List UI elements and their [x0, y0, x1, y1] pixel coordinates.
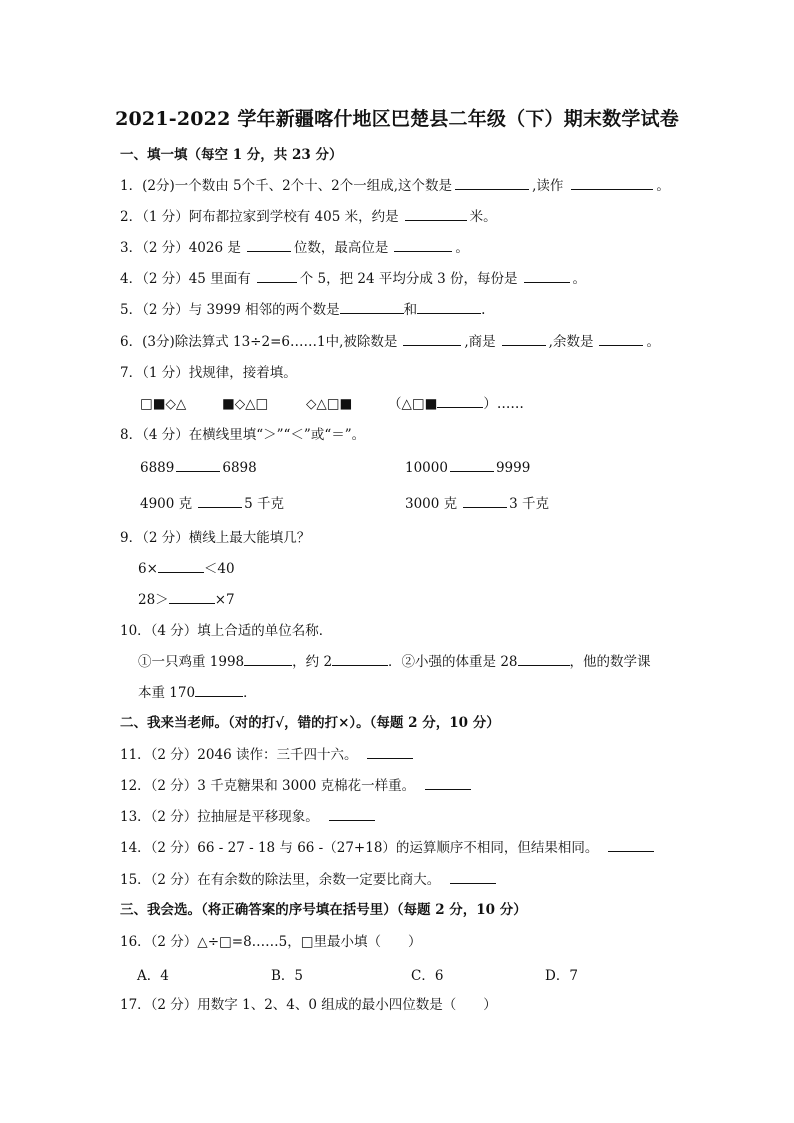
q5-blank-1[interactable] [340, 301, 404, 314]
q9-item-2-right: ×7 [214, 592, 235, 608]
q10-line-2 [138, 684, 257, 702]
page-title: 2021-2022 学年新疆喀什地区巴楚县二年级（下）期末数学试卷 [115, 108, 679, 130]
q9-blank-1[interactable] [158, 560, 204, 573]
q2-text-b: 米。 [469, 209, 497, 225]
q12-text: 12．（2 分）3 千克糖果和 3000 克棉花一样重。 [120, 778, 416, 794]
question-7: 7．（1 分）找规律，接着填。 [120, 365, 297, 381]
section-2-heading: 二、我来当老师。（对的打√，错的打×）。（每题 2 分，10 分） [120, 715, 500, 731]
section-1-heading: 一、填一填（每空 1 分，共 23 分） [120, 147, 343, 163]
q4-blank-2[interactable] [524, 270, 570, 283]
question-17: 17．（2 分）用数字 1、2、4、0 组成的最小四位数是（ ） [120, 997, 497, 1013]
q4-text-c: 。 [572, 271, 587, 287]
q6-blank-1[interactable] [403, 333, 461, 346]
q1-blank-1[interactable] [455, 177, 529, 190]
question-4 [120, 270, 586, 288]
q9-item-2 [138, 591, 235, 609]
q8-item-3-right: 5 千克 [244, 496, 285, 512]
q11-text: 11．（2 分）2046 读作：三千四十六。 [120, 747, 358, 763]
q8-item-2-right: 9999 [495, 460, 531, 476]
q2-blank-1[interactable] [405, 208, 467, 221]
q1-blank-2[interactable] [571, 177, 653, 190]
q4-blank-1[interactable] [257, 270, 297, 283]
q7-answer [388, 395, 524, 413]
question-15 [120, 871, 499, 889]
section-3-heading: 三、我会选。（将正确答案的序号填在括号里）（每题 2 分，10 分） [120, 902, 527, 918]
q8-item-3 [140, 495, 284, 513]
q10-blank-2[interactable] [332, 653, 388, 666]
q12-blank[interactable] [425, 777, 471, 790]
question-1 [120, 177, 670, 195]
q8-item-1 [140, 459, 257, 477]
question-5 [120, 301, 485, 319]
q6-blank-3[interactable] [599, 333, 643, 346]
q7-group-2: ■◇△□ [222, 396, 269, 412]
q15-blank[interactable] [450, 871, 496, 884]
q10-text-c: ．②小强的体重是 28 [388, 654, 518, 670]
q3-text-b: 位数，最高位是 [293, 240, 389, 256]
q1-text-a: 1．(2分)一个数由 5个千、2个十、2个一组成,这个数是 [120, 178, 453, 194]
q8-item-2 [405, 459, 530, 477]
q10-text-b: ，约 2 [292, 654, 333, 670]
q8-item-4-left: 3000 克 [405, 496, 458, 512]
q16-option-b[interactable]: B．5 [271, 968, 304, 984]
question-16: 16．（2 分）△÷□=8……5，□里最小填（ ） [120, 934, 422, 950]
q6-text-a: 6．(3分)除法算式 13÷2=6……1中,被除数是 [120, 334, 398, 350]
q6-text-d: 。 [646, 334, 660, 350]
question-9: 9．（2 分）横线上最大能填几？ [120, 530, 311, 546]
q16-option-c[interactable]: C．6 [411, 968, 444, 984]
q8-item-1-left: 6889 [140, 460, 175, 476]
q8-blank-4[interactable] [463, 495, 507, 508]
q11-blank[interactable] [367, 746, 413, 759]
q3-blank-1[interactable] [247, 239, 291, 252]
q8-item-4 [405, 495, 549, 513]
question-10: 10．（4 分）填上合适的单位名称． [120, 623, 333, 639]
q10-text-e: 本重 170 [138, 685, 196, 701]
q15-text: 15．（2 分）在有余数的除法里，余数一定要比商大。 [120, 872, 441, 888]
q8-item-3-left: 4900 克 [140, 496, 193, 512]
q13-text: 13．（2 分）拉抽屉是平移现象。 [120, 809, 319, 825]
q10-text-f: ． [243, 685, 257, 701]
q4-text-b: 个 5，把 24 平均分成 3 份，每份是 [299, 271, 518, 287]
question-2 [120, 208, 497, 226]
q8-item-2-left: 10000 [405, 460, 448, 476]
q7-group-1: □■◇△ [140, 396, 187, 412]
q3-blank-2[interactable] [394, 239, 452, 252]
q14-blank[interactable] [608, 839, 654, 852]
question-8: 8．（4 分）在横线里填“＞”“＜”或“＝”。 [120, 427, 366, 443]
q13-blank[interactable] [329, 808, 375, 821]
q9-blank-2[interactable] [169, 591, 215, 604]
q7-blank[interactable] [437, 395, 483, 408]
q5-blank-2[interactable] [417, 301, 481, 314]
q6-text-b: ,商是 [464, 334, 496, 350]
q7-answer-prefix: （△□■ [388, 396, 438, 412]
q10-line-1 [138, 653, 651, 671]
q8-item-4-right: 3 千克 [509, 496, 550, 512]
q16-option-a[interactable]: A．4 [137, 968, 169, 984]
q8-item-1-right: 6898 [222, 460, 257, 476]
question-11 [120, 746, 416, 764]
question-12 [120, 777, 474, 795]
q9-item-1-left: 6× [138, 561, 158, 577]
q1-text-b: ,读作 [532, 178, 564, 194]
q10-blank-4[interactable] [195, 684, 243, 697]
q8-blank-1[interactable] [176, 459, 220, 472]
q10-blank-3[interactable] [518, 653, 570, 666]
q1-text-c: 。 [656, 178, 670, 194]
q3-text-a: 3．（2 分）4026 是 [120, 240, 241, 256]
q9-item-1 [138, 560, 235, 578]
q4-text-a: 4．（2 分）45 里面有 [120, 271, 251, 287]
question-3 [120, 239, 469, 257]
question-6 [120, 333, 660, 351]
q10-blank-1[interactable] [244, 653, 292, 666]
q5-text-c: . [481, 302, 486, 318]
q16-option-d[interactable]: D．7 [545, 968, 578, 984]
q3-text-c: 。 [455, 240, 469, 256]
question-14 [120, 839, 657, 857]
q8-blank-2[interactable] [450, 459, 494, 472]
q9-item-2-left: 28＞ [138, 592, 169, 608]
q6-blank-2[interactable] [502, 333, 546, 346]
q10-text-d: ，他的数学课 [569, 654, 651, 670]
q5-text-b: 和 [403, 302, 418, 318]
q7-answer-suffix: ）…… [483, 396, 524, 412]
q9-item-1-right: ＜40 [203, 561, 235, 577]
q5-text-a: 5．（2 分）与 3999 相邻的两个数是 [120, 302, 340, 318]
q14-text: 14．（2 分）66 - 27 - 18 与 66 -（27+18）的运算顺序不相同，但结果相同。 [120, 840, 599, 856]
question-13 [120, 808, 378, 826]
q2-text-a: 2．（1 分）阿布都拉家到学校有 405 米，约是 [120, 209, 399, 225]
q10-text-a: ①一只鸡重 1998 [138, 654, 245, 670]
q7-group-3: ◇△□■ [306, 396, 353, 412]
q6-text-c: ,余数是 [548, 334, 594, 350]
q8-blank-3[interactable] [198, 495, 242, 508]
